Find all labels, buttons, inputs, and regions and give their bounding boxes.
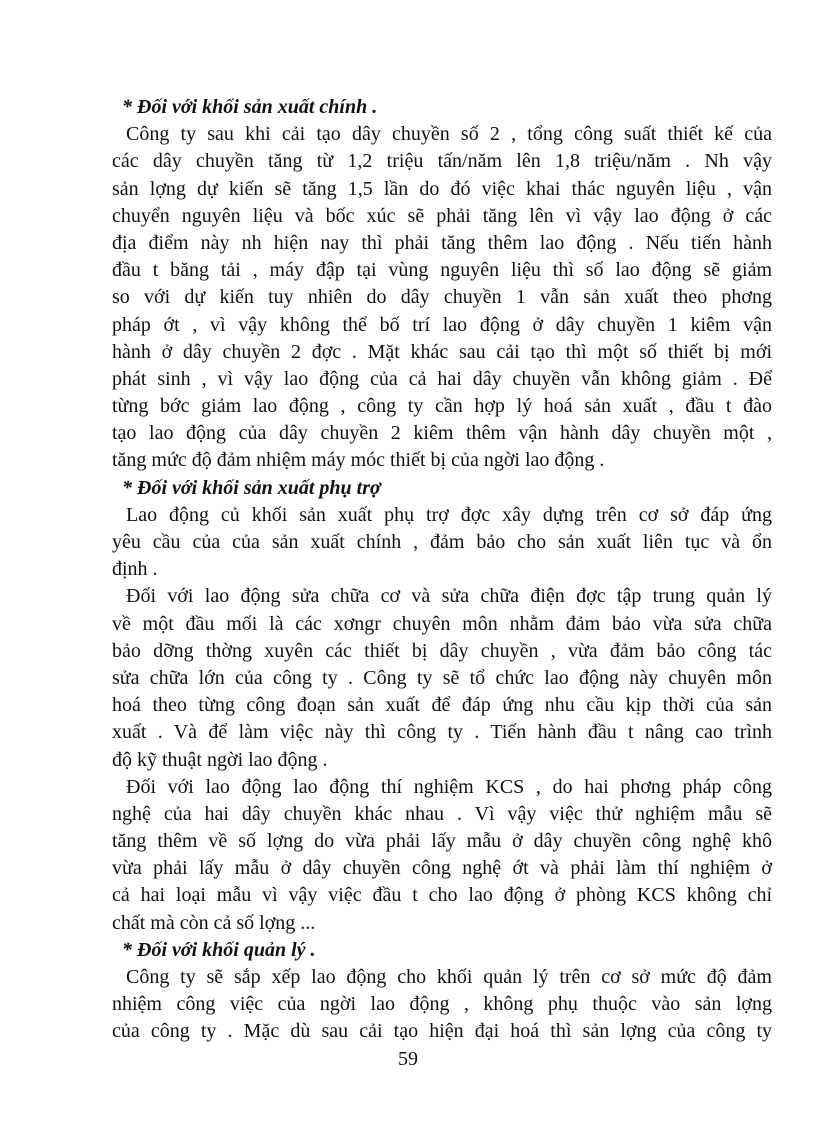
text-line: chất mà còn cả số lợng ...	[112, 911, 316, 934]
text-line: Lao động củ khối sản xuất phụ trợ đợc xây dựng trên cơ sở đáp ứng	[126, 503, 772, 526]
text-line: Công ty sẽ sắp xếp lao động cho khối quản lý trên cơ sở mức độ đảm	[126, 966, 772, 988]
text-line: nghệ của hai dây chuyền khác nhau . Vì vậy việc thử nghiệm mẫu sẽ	[112, 802, 772, 825]
text-line: sửa chữa lớn của công ty . Công ty sẽ tổ chức lao động này chuyên môn	[112, 666, 772, 689]
text-line: yêu cầu của của sản xuất chính , đảm bảo cho sản xuất liên tục và ổn	[112, 531, 772, 553]
paragraph	[112, 121, 772, 474]
text-line: nhiệm công việc của ngời lao động , không phụ thuộc vào sản lợng	[112, 993, 772, 1016]
paragraph	[112, 774, 772, 937]
text-line: hành ở dây chuyền 2 đợc . Mặt khác sau cải tạo thì một số thiết bị mới	[112, 340, 772, 363]
text-line: so với dự kiến tuy nhiên do dây chuyền 1 vẫn sản xuất theo phơng	[112, 286, 772, 309]
text-line: từng bớc giảm lao động , công ty cần hợp lý hoá sản xuất , đầu t đào	[112, 395, 772, 418]
text-line: chuyển nguyên liệu và bốc xúc sẽ phải tăng lên vì vậy lao động ở các	[112, 204, 772, 227]
text-line: Đối với lao động sửa chữa cơ và sửa chữa điện đợc tập trung quản lý	[126, 585, 772, 608]
paragraph	[112, 964, 772, 1046]
text-line: bảo dỡng thờng xuyên các thiết bị dây chuyền , vừa đảm bảo công tác	[112, 639, 772, 662]
section-heading: * Đối với khối sản xuất phụ trợ	[122, 476, 381, 499]
text-line: xuất . Và để làm việc này thì công ty . Tiến hành đầu t nâng cao trình	[112, 721, 772, 744]
text-line: tăng mức độ đảm nhiệm máy móc thiết bị của ngời lao động .	[112, 449, 605, 472]
page-number: 59	[398, 1048, 418, 1070]
text-line: địa điểm này nh hiện nay thì phải tăng thêm lao động . Nếu tiến hành	[112, 231, 772, 254]
text-line: vừa phải lấy mẫu ở dây chuyền công nghệ ớt và phải làm thí nghiệm ở	[112, 857, 772, 880]
paragraph	[112, 583, 772, 773]
text-line: pháp ớt , vì vậy không thể bố trí lao động ở dây chuyền 1 kiêm vận	[112, 313, 772, 336]
text-line: định .	[112, 558, 158, 581]
text-line: phát sinh , vì vậy lao động của cả hai dây chuyền vẫn không giảm . Để	[112, 367, 772, 390]
paragraph	[112, 502, 772, 584]
text-line: cả hai loại mẫu vì vậy việc đầu t cho lao động ở phòng KCS không chỉ	[112, 884, 772, 907]
text-line: tạo lao động của dây chuyền 2 kiêm thêm vận hành dây chuyền một ,	[112, 422, 772, 445]
section-heading: * Đối với khối sản xuất chính .	[122, 96, 378, 118]
text-line: về một đầu mối là các xơngr chuyên môn nhằm đảm bảo vừa sửa chữa	[112, 612, 772, 635]
text-line: sản lợng dự kiến sẽ tăng 1,5 lần do đó việc khai thác nguyên liệu , vận	[112, 177, 772, 200]
text-line: đầu t băng tải , máy đập tại vùng nguyên liệu thì số lao động sẽ giảm	[112, 259, 772, 282]
text-line: Đối với lao động lao động thí nghiệm KCS , do hai phơng pháp công	[126, 775, 772, 798]
section-main-production	[112, 94, 772, 475]
text-line: các dây chuyền tăng từ 1,2 triệu tấn/năm lên 1,8 triệu/năm . Nh vậy	[112, 150, 772, 173]
section-auxiliary-production	[112, 475, 772, 937]
text-line: hoá theo từng công đoạn sản xuất để đáp ứng nhu cầu kịp thời của sản	[112, 694, 772, 717]
text-line: Công ty sau khi cải tạo dây chuyền số 2 , tổng công suất thiết kế của	[126, 123, 772, 146]
text-line: của công ty . Mặc dù sau cải tạo hiện đại hoá thì sản lợng của công ty	[112, 1020, 772, 1043]
document-page	[112, 94, 772, 1046]
section-management	[112, 937, 772, 1046]
section-heading: * Đối với khối quản lý .	[122, 938, 316, 961]
text-line: độ kỹ thuật ngời lao động .	[112, 748, 328, 771]
text-line: tăng thêm về số lợng do vừa phải lấy mẫu ở dây chuyền công nghệ khô	[112, 830, 772, 853]
